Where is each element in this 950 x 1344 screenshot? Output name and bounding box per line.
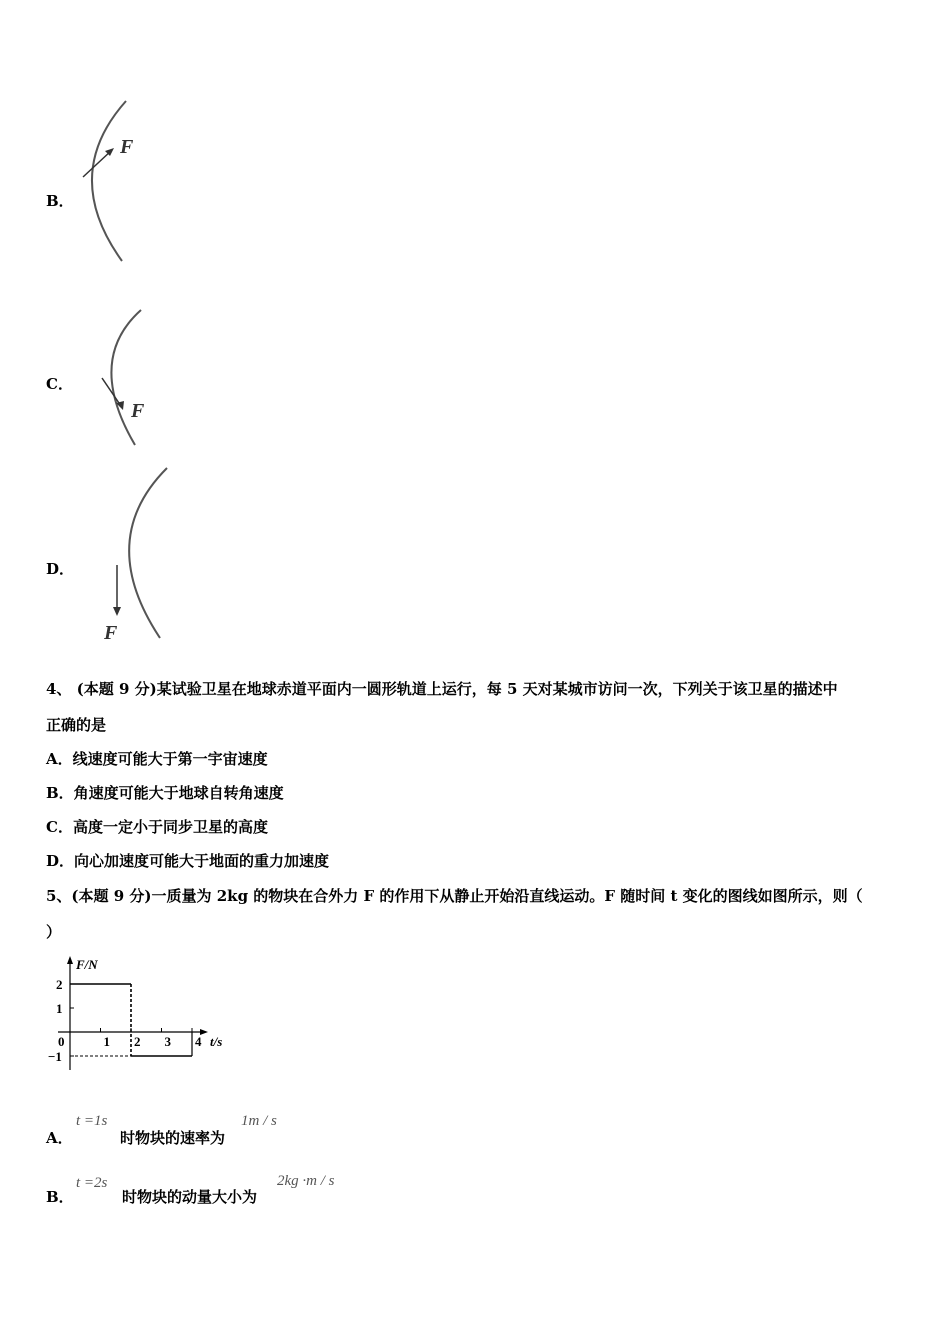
option-b-label: B． <box>46 192 74 210</box>
x-tick-label: 2 <box>134 1034 141 1049</box>
x-tick-label: 1 <box>103 1034 110 1049</box>
q5-stem-line1: 5、(本题 9 分)一质量为 2kg 的物块在合外力 F 的作用下从静止开始沿直线运动。F 随时间 t 变化的图线如图所示，则（ <box>46 887 863 905</box>
y-tick-label: 2 <box>56 977 63 992</box>
y-tick-label: 1 <box>56 1001 63 1016</box>
x-tick-label: 3 <box>164 1034 171 1049</box>
origin-label: 0 <box>58 1034 65 1049</box>
q4-option-a: A．线速度可能大于第一宇宙速度 <box>46 750 268 768</box>
y-axis-label: F/N <box>76 957 98 972</box>
option-d-label: D． <box>46 560 75 578</box>
q5-option-b-label: B． <box>46 1188 74 1206</box>
force-label: F <box>104 622 118 644</box>
q5-stem-line2: ） <box>46 923 62 941</box>
q5-option-a-text: 时物块的速率为 <box>120 1129 226 1147</box>
trajectory-curve <box>92 101 126 261</box>
force-label: F <box>131 400 145 422</box>
y-tick-label: −1 <box>48 1049 62 1064</box>
x-tick-label: 4 <box>195 1034 202 1049</box>
y-axis-arrow <box>67 956 73 964</box>
force-time-graph <box>44 952 234 1077</box>
trajectory-curve <box>111 310 141 445</box>
force-label: F <box>120 136 134 158</box>
q4-option-b: B．角速度可能大于地球自转角速度 <box>46 784 284 802</box>
q5-option-a-label: A． <box>46 1129 73 1147</box>
q5-option-b-value: 2kg ·m / s <box>277 1173 335 1189</box>
option-d-figure <box>95 460 185 650</box>
q4-option-c: C．高度一定小于同步卫星的高度 <box>46 818 268 836</box>
option-c-label: C． <box>46 375 73 393</box>
q5-option-b-time: t =2s <box>76 1175 108 1191</box>
q5-option-a-time: t =1s <box>76 1113 108 1129</box>
q4-stem-line2: 正确的是 <box>46 716 107 734</box>
q5-option-a-value: 1m / s <box>241 1113 277 1129</box>
option-c-figure <box>85 300 175 450</box>
q5-option-b-text: 时物块的动量大小为 <box>122 1188 258 1206</box>
force-arrow <box>83 150 112 177</box>
x-axis-label: t/s <box>210 1034 223 1049</box>
option-b-figure <box>70 95 160 270</box>
q4-stem-line1: 4、 (本题 9 分)某试验卫星在地球赤道平面内一圆形轨道上运行，每 5 天对某城市访问一次，下列关于该卫星的描述中 <box>46 680 838 698</box>
q4-option-d: D．向心加速度可能大于地面的重力加速度 <box>46 852 330 870</box>
force-arrowhead <box>113 607 121 616</box>
trajectory-curve <box>129 468 167 638</box>
